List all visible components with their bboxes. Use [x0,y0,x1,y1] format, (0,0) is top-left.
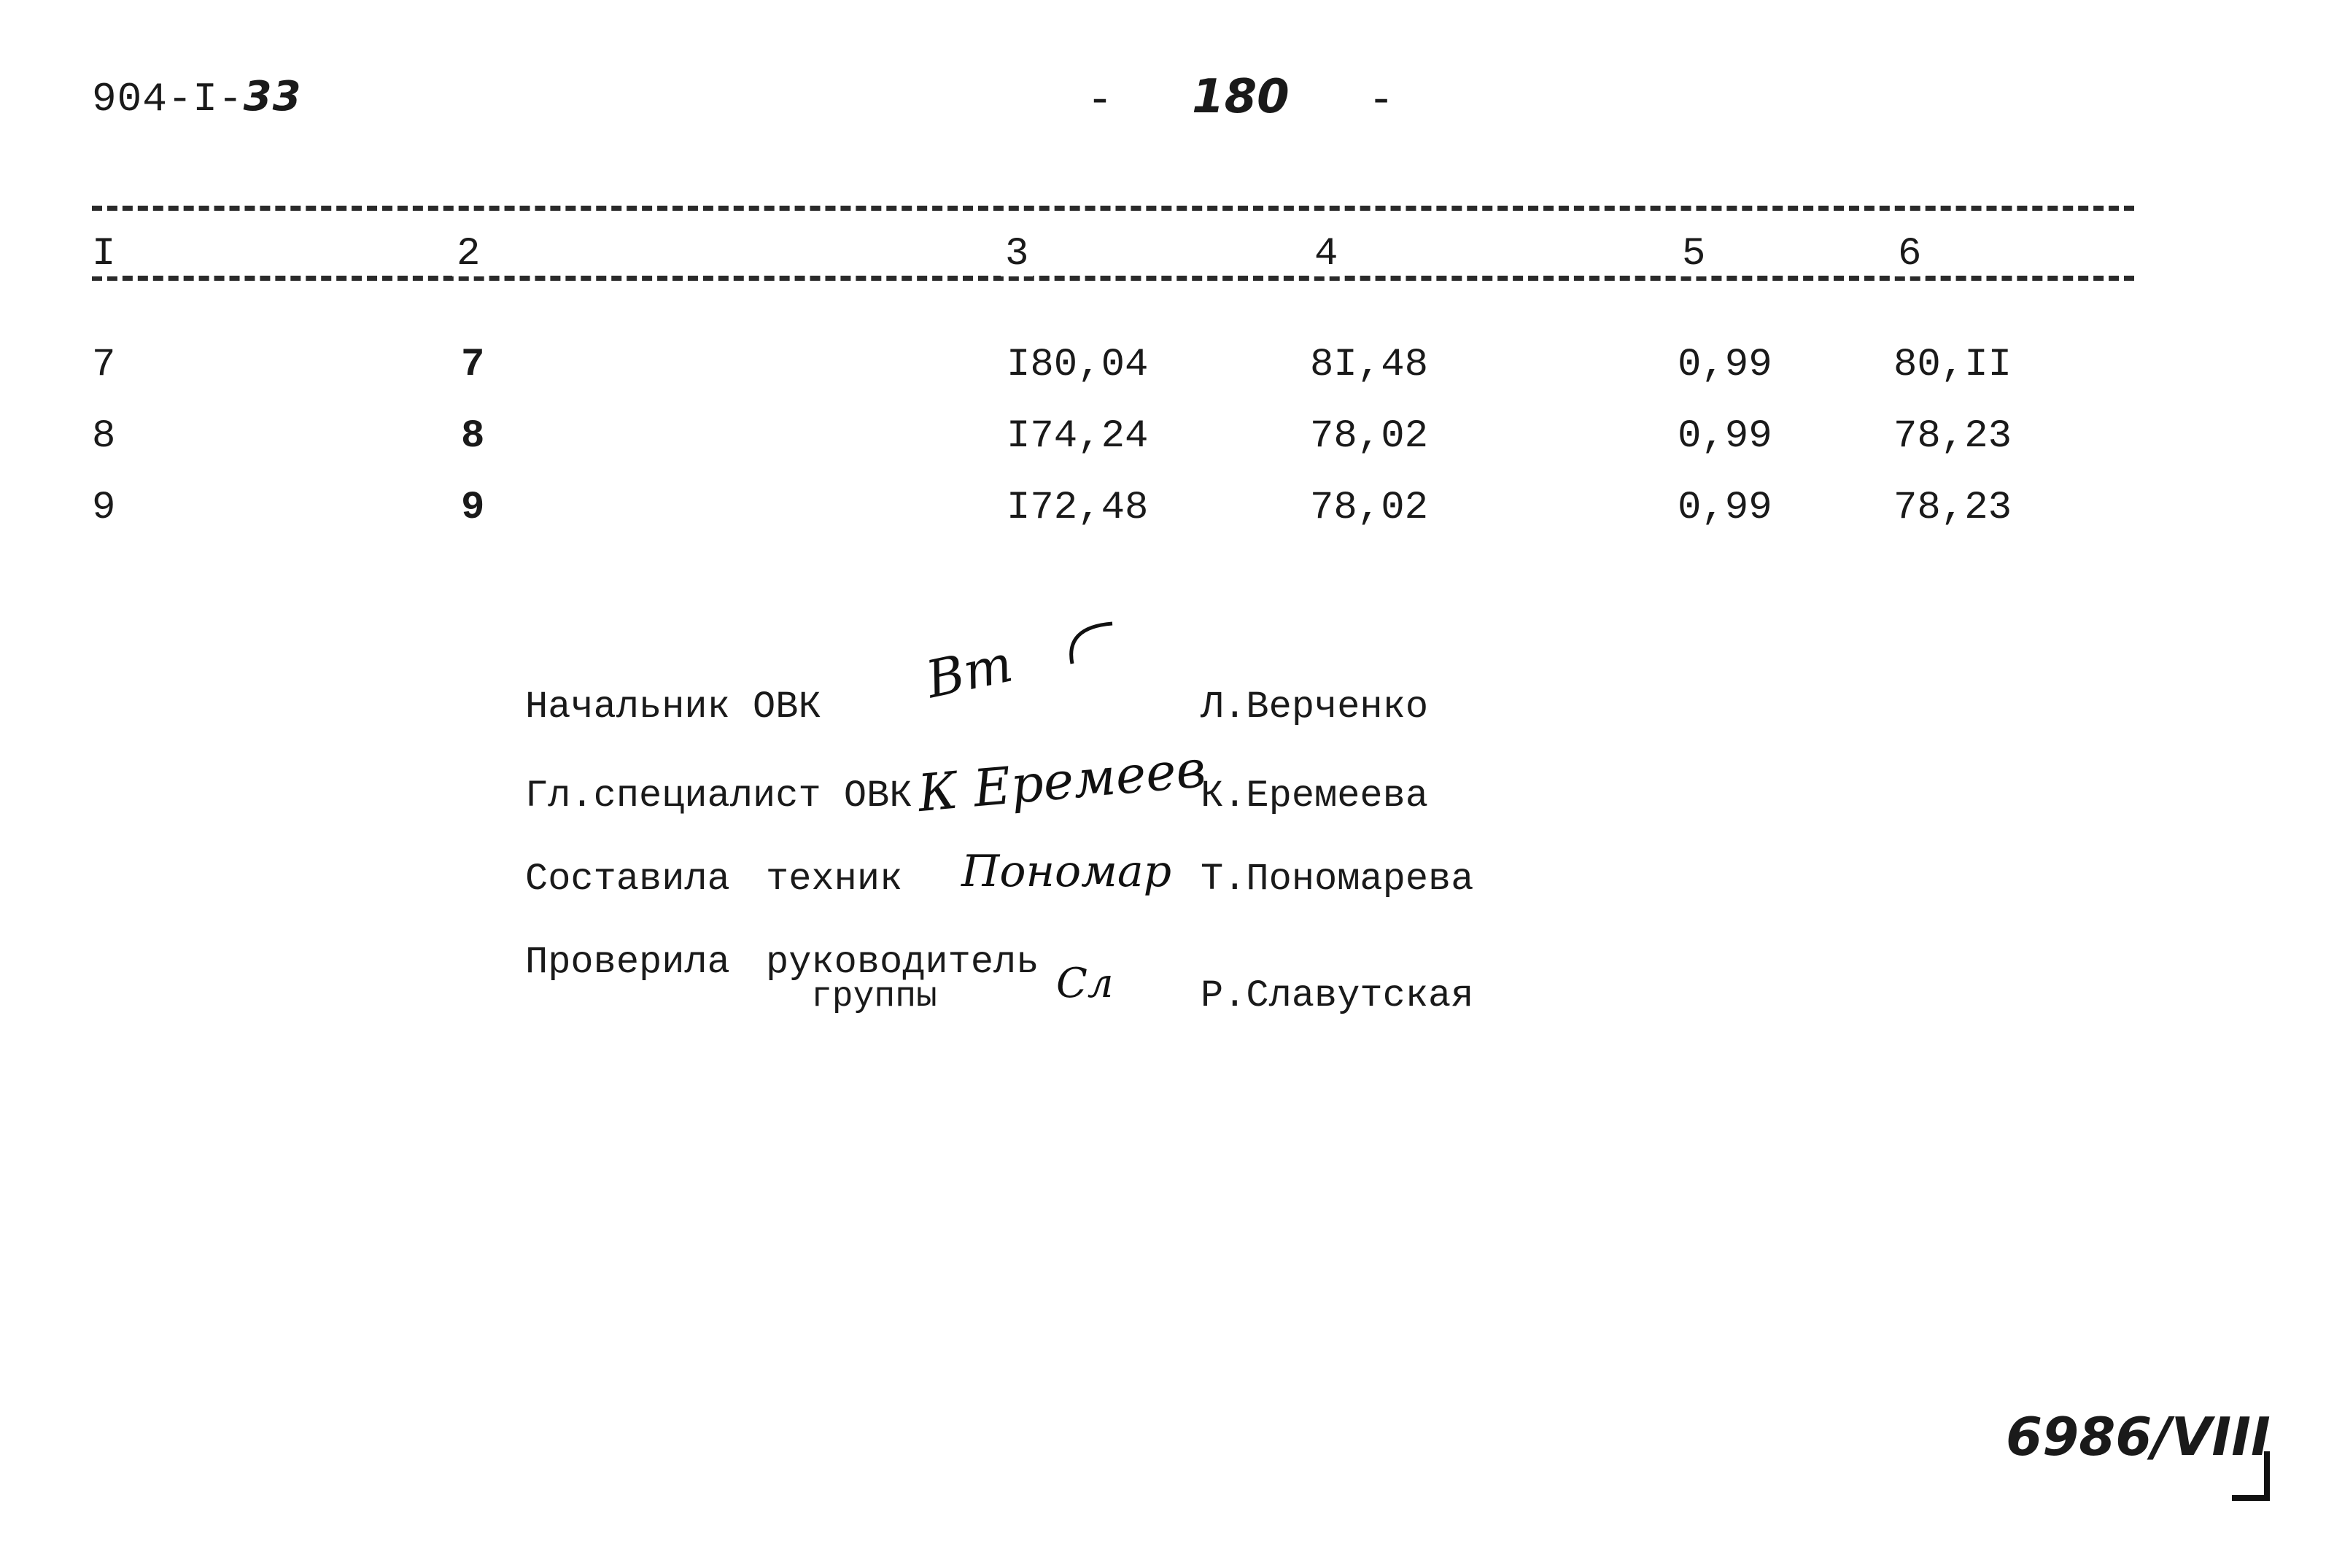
table-header-rule [92,276,2134,281]
document-code-printed: 904-I- [92,76,244,123]
signatory-name: Л.Верченко [1201,686,1429,729]
table-cell: 0,99 [1678,486,1772,530]
table-cell: 8 [92,414,116,459]
signature-flourish-icon [1050,620,1116,671]
signatory-role: Проверила [525,941,730,984]
table-cell: 80,II [1893,343,2012,387]
page-dash-left: - [1087,77,1114,126]
table-cell: I80,04 [1007,343,1149,387]
column-header-2: 2 [452,232,484,276]
table-cell: 7 [92,343,116,387]
table-cell: 78,23 [1893,486,2012,530]
signatory-role: Начальник ОВК [525,686,821,729]
handwritten-signature: Сл [1056,960,1114,1007]
handwritten-signature: Пономар [961,846,1172,897]
table-cell: I72,48 [1007,486,1149,530]
signatory-role: Составила [525,858,730,901]
page-number-value: 180 [1192,70,1290,124]
signatory-name: Т.Пономарева [1201,858,1474,901]
handwritten-signature: Вт [920,633,1018,710]
column-header-4: 4 [1310,232,1342,276]
page-number [1087,70,1395,126]
table-top-rule [92,206,2134,211]
column-header-3: 3 [1001,232,1033,276]
table-cell: 8 [461,414,485,459]
handwritten-signature: К Еремеев [915,738,1209,824]
table-cell: 7 [461,343,485,387]
signatory-role: Гл.специалист ОВК [525,775,912,818]
table-cell: 9 [92,486,116,530]
signatory-name: Р.Славутская [1201,974,1474,1017]
table-cell: 0,99 [1678,414,1772,459]
page-dash-right: - [1368,77,1395,126]
table-cell: 78,02 [1310,486,1429,530]
signatory-position: техник [766,858,903,901]
corner-mark-icon [2232,1451,2270,1501]
signatory-position-line2: группы [811,977,937,1017]
signatory-position: руководитель [766,941,1039,984]
column-header-1: I [88,232,120,276]
document-code [92,73,302,123]
column-header-5: 5 [1678,232,1710,276]
table-cell: 78,23 [1893,414,2012,459]
table-cell: 9 [461,486,485,530]
document-code-handwritten: 33 [243,73,302,120]
table-cell: I74,24 [1007,414,1149,459]
table-cell: 0,99 [1678,343,1772,387]
table-cell: 8I,48 [1310,343,1429,387]
column-header-6: 6 [1893,232,1926,276]
table-cell: 78,02 [1310,414,1429,459]
signatory-name: К.Еремеева [1201,775,1429,818]
archive-number: 6986/VIII [2006,1406,2271,1467]
